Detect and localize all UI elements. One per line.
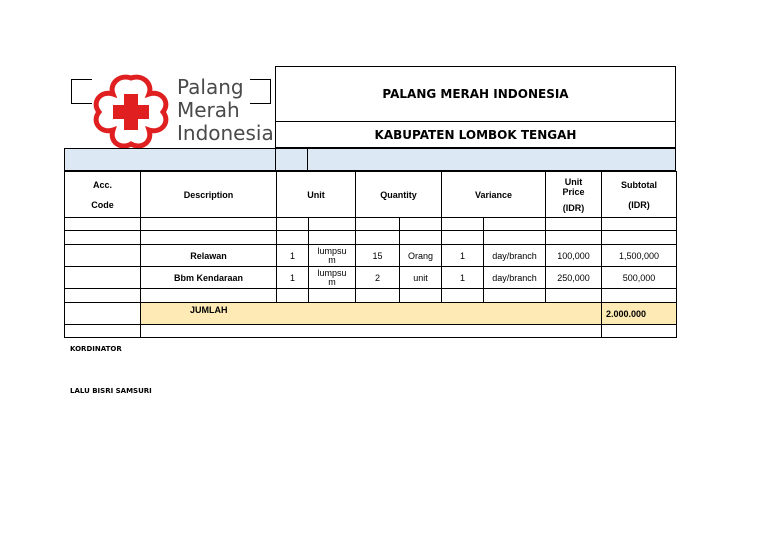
red-cross-logo-icon bbox=[91, 72, 171, 150]
variance-num-cell: 1 bbox=[442, 245, 484, 267]
variance-unit-cell: day/branch bbox=[484, 267, 546, 289]
total-label: JUMLAH bbox=[190, 304, 228, 315]
logo-line-2: Merah bbox=[177, 98, 240, 122]
table-header-row bbox=[65, 172, 677, 218]
signature-name: LALU BISRI SAMSURI bbox=[70, 387, 152, 395]
unit-price-header bbox=[546, 172, 602, 218]
unit-price-cell: 250,000 bbox=[546, 267, 602, 289]
qty-cell: 2 bbox=[356, 267, 400, 289]
empty-row bbox=[65, 231, 677, 245]
table-row bbox=[65, 267, 677, 289]
acc-code-header bbox=[65, 172, 141, 218]
region-title: KABUPATEN LOMBOK TENGAH bbox=[275, 121, 676, 148]
header-band-right bbox=[307, 148, 676, 171]
acc-code-cell bbox=[65, 245, 141, 267]
subtotal-cell: 1,500,000 bbox=[602, 245, 677, 267]
variance-header: Variance bbox=[442, 172, 546, 218]
logo-frame-left bbox=[71, 79, 92, 104]
header-band-mid bbox=[275, 148, 308, 171]
unit-type-cell: lumpsum bbox=[309, 245, 356, 267]
description-header: Description bbox=[141, 172, 277, 218]
subtotal-cell: 500,000 bbox=[602, 267, 677, 289]
unit-price-line3: (IDR) bbox=[562, 202, 585, 213]
unit-num-cell: 1 bbox=[277, 245, 309, 267]
budget-table bbox=[64, 171, 677, 338]
unit-price-cell: 100,000 bbox=[546, 245, 602, 267]
subtotal-line1: Subtotal bbox=[621, 179, 658, 190]
empty-row bbox=[65, 325, 677, 338]
unit-num-cell: 1 bbox=[277, 267, 309, 289]
qty-unit-cell: unit bbox=[400, 267, 442, 289]
logo-line-3: Indonesia bbox=[177, 121, 274, 145]
total-label-cell bbox=[141, 303, 602, 325]
acc-header-line2: Code bbox=[91, 199, 114, 210]
empty-row bbox=[65, 218, 677, 231]
variance-num-cell: 1 bbox=[442, 267, 484, 289]
logo-wordmark bbox=[177, 76, 274, 145]
qty-cell: 15 bbox=[356, 245, 400, 267]
variance-unit-cell: day/branch bbox=[484, 245, 546, 267]
subtotal-header bbox=[602, 172, 677, 218]
header-band-left bbox=[64, 148, 276, 171]
logo-line-1: Palang bbox=[177, 75, 244, 99]
unit-type-cell: lumpsum bbox=[309, 267, 356, 289]
acc-header-line1: Acc. bbox=[92, 179, 112, 190]
description-cell: Relawan bbox=[141, 245, 277, 267]
organization-title: PALANG MERAH INDONESIA bbox=[275, 66, 676, 122]
unit-price-line1: Unit bbox=[564, 176, 583, 187]
signature-role: KORDINATOR bbox=[70, 345, 122, 353]
qty-unit-cell: Orang bbox=[400, 245, 442, 267]
total-row bbox=[65, 303, 677, 325]
total-value-cell: 2.000.000 bbox=[602, 303, 677, 325]
subtotal-line2: (IDR) bbox=[628, 199, 650, 210]
acc-code-cell bbox=[65, 267, 141, 289]
total-spacer-cell bbox=[65, 303, 141, 325]
unit-price-line2: Price bbox=[562, 186, 585, 197]
empty-row bbox=[65, 289, 677, 303]
table-row bbox=[65, 245, 677, 267]
unit-header: Unit bbox=[277, 172, 356, 218]
description-cell: Bbm Kendaraan bbox=[141, 267, 277, 289]
quantity-header: Quantity bbox=[356, 172, 442, 218]
